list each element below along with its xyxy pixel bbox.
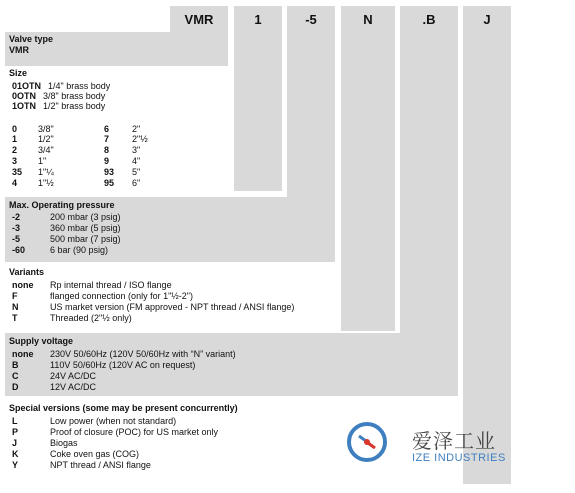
size-body-text: 3/8" brass body xyxy=(43,91,106,101)
size-row xyxy=(12,124,54,134)
pressure-title: Max. Operating pressure xyxy=(9,200,115,210)
size-code: 3 xyxy=(12,156,18,166)
supply-text: 230V 50/60Hz (120V 50/60Hz with “N” variant) xyxy=(50,349,236,359)
variants-title: Variants xyxy=(9,267,45,277)
special-text: NPT thread / ANSI flange xyxy=(50,460,151,470)
size-code: 35 xyxy=(12,167,23,177)
variant-code: T xyxy=(12,313,18,323)
size-code: 2 xyxy=(12,145,18,155)
supply-row xyxy=(12,349,236,359)
size-title: Size xyxy=(9,68,28,78)
size-text: 3/4" xyxy=(38,145,54,155)
size-code: 95 xyxy=(104,178,115,188)
header-code-supply: .B xyxy=(400,6,458,32)
size-text: 5" xyxy=(132,167,141,177)
special-code: L xyxy=(12,416,18,426)
header-code-size: 1 xyxy=(234,6,282,32)
size-code: 9 xyxy=(104,156,110,166)
logo-english-name: IZE INDUSTRIES xyxy=(412,452,506,464)
special-code: P xyxy=(12,427,19,437)
supply-text: 12V AC/DC xyxy=(50,382,97,392)
pressure-text: 360 mbar (5 psig) xyxy=(50,223,121,233)
supply-row xyxy=(12,371,96,381)
ize-logo-icon xyxy=(347,422,387,462)
pressure-row xyxy=(12,212,121,222)
pressure-text: 200 mbar (3 psig) xyxy=(50,212,121,222)
size-row xyxy=(104,178,140,188)
size-text: 1"¼ xyxy=(38,167,54,177)
size-code: 7 xyxy=(104,134,110,144)
size-text: 1" xyxy=(38,156,47,166)
supply-code: D xyxy=(12,382,19,392)
variant-text: US market version (FM approved - NPT thread / ANSI flange) xyxy=(50,302,295,312)
size-code: 0 xyxy=(12,124,18,134)
size-row xyxy=(12,134,54,144)
size-code: 4 xyxy=(12,178,18,188)
header-code-variant: N xyxy=(341,6,395,32)
size-row xyxy=(104,145,140,155)
size-body-row xyxy=(12,91,105,101)
supply-code: none xyxy=(12,349,34,359)
special-row xyxy=(12,416,176,426)
special-row xyxy=(12,438,78,448)
size-text: 2" xyxy=(132,124,141,134)
size-code: 93 xyxy=(104,167,115,177)
size-body-row xyxy=(12,101,105,111)
size-row xyxy=(12,156,46,166)
pressure-text: 6 bar (90 psig) xyxy=(50,245,109,255)
variant-text: flanged connection (only for 1"½-2") xyxy=(50,291,193,301)
size-row xyxy=(12,145,54,155)
special-row xyxy=(12,449,139,459)
header-code-vmr: VMR xyxy=(170,6,228,32)
size-text: 3/8" xyxy=(38,124,54,134)
size-text: 1/2" xyxy=(38,134,54,144)
size-text: 1"½ xyxy=(38,178,54,188)
size-row xyxy=(104,167,140,177)
size-body-row xyxy=(12,81,110,91)
size-text: 3" xyxy=(132,145,141,155)
pressure-code: -2 xyxy=(12,212,21,222)
pressure-text: 500 mbar (7 psig) xyxy=(50,234,121,244)
column-variants xyxy=(341,6,395,331)
header-code-special: J xyxy=(463,6,511,32)
size-body-text: 1/4" brass body xyxy=(48,81,111,91)
pressure-code: -3 xyxy=(12,223,21,233)
size-body-code: 01OTN xyxy=(12,81,42,91)
size-code: 6 xyxy=(104,124,110,134)
pressure-row xyxy=(12,245,108,255)
variant-text: Rp internal thread / ISO flange xyxy=(50,280,172,290)
special-row xyxy=(12,460,151,470)
size-body-text: 1/2" brass body xyxy=(43,101,106,111)
variant-row xyxy=(12,280,172,290)
column-size xyxy=(234,6,282,191)
special-text: Biogas xyxy=(50,438,78,448)
supply-row xyxy=(12,360,195,370)
pressure-code: -5 xyxy=(12,234,21,244)
size-row xyxy=(12,178,54,188)
special-title: Special versions (some may be present concurrently) xyxy=(9,403,238,413)
size-row xyxy=(104,124,140,134)
size-row xyxy=(12,167,54,177)
special-code: K xyxy=(12,449,19,459)
size-row xyxy=(104,134,148,144)
pressure-row xyxy=(12,223,121,233)
pressure-code: -60 xyxy=(12,245,26,255)
supply-row xyxy=(12,382,96,392)
variant-text: Threaded (2"½ only) xyxy=(50,313,132,323)
special-code: Y xyxy=(12,460,19,470)
supply-title: Supply voltage xyxy=(9,336,74,346)
special-row xyxy=(12,427,218,437)
size-body-code: 0OTN xyxy=(12,91,37,101)
variant-row xyxy=(12,291,193,301)
valve-type-title: Valve type xyxy=(9,34,54,44)
size-text: 6" xyxy=(132,178,141,188)
supply-code: B xyxy=(12,360,19,370)
pressure-row xyxy=(12,234,121,244)
header-code-pressure: -5 xyxy=(287,6,335,32)
variant-row xyxy=(12,313,132,323)
special-code: J xyxy=(12,438,18,448)
variant-code: none xyxy=(12,280,34,290)
variant-row xyxy=(12,302,294,312)
size-row xyxy=(104,156,140,166)
supply-text: 110V 50/60Hz (120V AC on request) xyxy=(50,360,196,370)
size-code: 8 xyxy=(104,145,110,155)
size-code: 1 xyxy=(12,134,18,144)
size-body-code: 1OTN xyxy=(12,101,37,111)
supply-text: 24V AC/DC xyxy=(50,371,97,381)
valve-type-value: VMR xyxy=(9,45,29,55)
variant-code: N xyxy=(12,302,19,312)
special-text: Coke oven gas (COG) xyxy=(50,449,140,459)
size-text: 2"½ xyxy=(132,134,148,144)
logo-chinese-name: 爱泽工业 xyxy=(412,429,496,453)
special-text: Proof of closure (POC) for US market only xyxy=(50,427,219,437)
supply-code: C xyxy=(12,371,19,381)
size-text: 4" xyxy=(132,156,141,166)
variant-code: F xyxy=(12,291,18,301)
special-text: Low power (when not standard) xyxy=(50,416,177,426)
column-special xyxy=(463,6,511,484)
